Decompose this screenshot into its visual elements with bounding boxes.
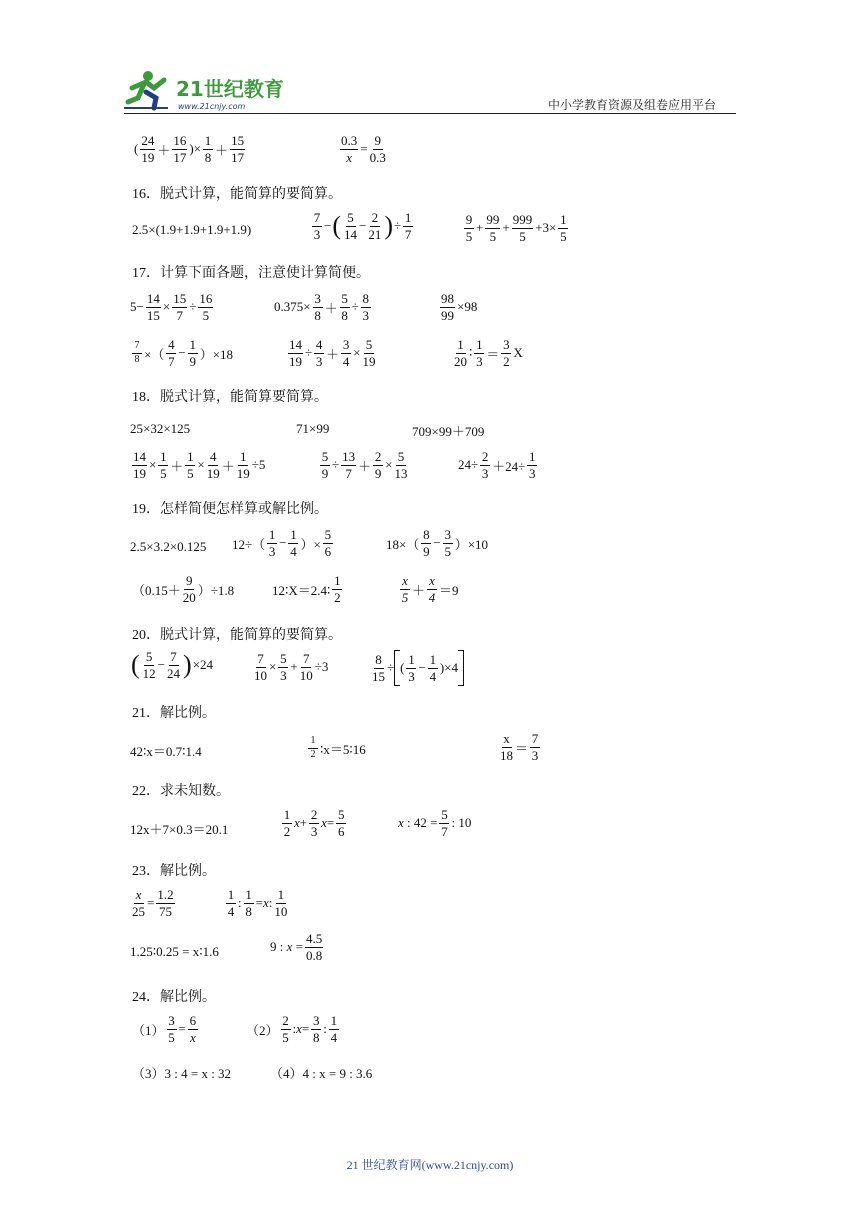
q18-item-b: 71×99 [296, 421, 330, 436]
q17-item-a: 5− $\frac{14}{15}$ × $\frac{15}{7}$ ÷ $\frac{16}{5}$ [130, 291, 213, 323]
q18-item-e: $\frac{5}{9}$ ÷ $\frac{13}{7}$ ＋ $\frac{2}{9}$ × $\frac{5}{13}$ [321, 449, 408, 481]
header-divider [124, 113, 736, 114]
q19-title: 19．怎样简便怎样算或解比例。 [132, 502, 328, 517]
q19-item-e: 12∶X＝2.4∶ $\frac{1}{2}$ [272, 573, 341, 605]
q24-item-2: （2） $\frac{2}{5}$ : x = $\frac{3}{8}$ : $\frac{1}{4}$ [246, 1013, 338, 1045]
q18-item-d: $\frac{14}{19}$ × $\frac{1}{5}$ ＋ $\frac{1}{5}$ × $\frac{4}{19}$ ＋ $\frac{1}{19}$ ÷5 [133, 449, 266, 481]
q21-item-c: $\frac{x}{18}$ ＝ $\frac{7}{3}$ [500, 731, 539, 763]
q17-item-d: $\frac{7}{8}$ ×（ $\frac{4}{7}$ − $\frac{1}{9}$ ）×18 [130, 338, 233, 368]
q16-title: 16．脱式计算，能简算的要简算。 [132, 187, 342, 202]
q17-item-b: 0.375× $\frac{3}{8}$ ＋ $\frac{5}{8}$ ÷ $\frac{8}{3}$ [274, 291, 369, 323]
q21-title: 21．解比例。 [132, 706, 216, 721]
q18-item-c: 709×99＋709 [412, 424, 485, 439]
q24-item-3: （3）3 : 4 = x : 32 [132, 1066, 232, 1081]
q17-title: 17．计算下面各题，注意使计算简便。 [132, 266, 370, 281]
q21-item-b: $\frac{1}{2}$ ∶x＝5∶16 [306, 736, 366, 760]
q22-item-c: x : 42 = $\frac{5}{7}$ : 10 [398, 807, 472, 839]
q21-item-a: 42∶x＝0.7∶1.4 [130, 744, 202, 759]
footer-link[interactable]: 21 世纪教育网(www.21cnjy.com) [346, 1158, 514, 1172]
q19-item-f: $\frac{x}{5}$ ＋ $\frac{x}{4}$ ＝9 [401, 573, 459, 605]
q17-item-f: $\frac{1}{20}$ ∶ $\frac{1}{3}$ ＝ $\frac{3}{2}$ X [454, 337, 523, 369]
q19-item-d: （0.15＋ $\frac{9}{20}$ ）÷1.8 [132, 573, 235, 605]
q15-expr-2: $\frac{0.3}{x}$ = $\frac{9}{0.3}$ [341, 133, 386, 165]
q23-item-a: $\frac{x}{25}$ = $\frac{1.2}{75}$ [132, 887, 174, 919]
q23-item-b: $\frac{1}{4}$ : $\frac{1}{8}$ = x : $\frac{1}{10}$ [227, 887, 288, 919]
q19-item-a: 2.5×3.2×0.125 [130, 539, 207, 554]
q24-item-4: （4）4 : x = 9 : 3.6 [270, 1066, 373, 1081]
q18-item-a: 25×32×125 [130, 421, 191, 436]
q16-item-b: $\frac{7}{3}$ − ( $\frac{5}{14}$ − $\frac{2}{21}$ ) ÷ $\frac{1}{7}$ [313, 210, 412, 242]
q16-item-c: $\frac{9}{5}$ + $\frac{99}{5}$ + $\frac{999}{5}$ +3× $\frac{1}{5}$ [465, 212, 567, 244]
header-platform-text: 中小学教育资源及组卷应用平台 [548, 98, 717, 112]
q20-item-c: $\frac{8}{15}$ ÷ ( $\frac{1}{3}$ − $\frac{1}{4}$ )×4 [370, 650, 464, 686]
brand-url: www.21cnjy.com [178, 102, 246, 111]
q22-title: 22．求未知数。 [132, 784, 230, 799]
q23-item-d: 9 : x = $\frac{4.5}{0.8}$ [270, 931, 323, 963]
q17-item-e: $\frac{14}{19}$ ÷ $\frac{4}{3}$ ＋ $\frac{3}{4}$ × $\frac{5}{19}$ [289, 337, 376, 369]
q18-title: 18．脱式计算，能简算要简算。 [132, 390, 328, 405]
q20-title: 20．脱式计算，能简算的要简算。 [132, 628, 342, 643]
q18-item-f: 24÷ $\frac{2}{3}$ ＋24÷ $\frac{1}{3}$ [458, 449, 536, 481]
q23-item-c: 1.25∶0.25 = x∶1.6 [130, 944, 219, 959]
q24-title: 24．解比例。 [132, 990, 216, 1005]
q20-item-a: ( $\frac{5}{12}$ − $\frac{7}{24}$ ) ×24 [131, 649, 214, 681]
q19-item-c: 18×（ $\frac{8}{9}$ − $\frac{3}{5}$ ）×10 [386, 527, 489, 559]
q19-item-b: 12÷（ $\frac{1}{3}$ − $\frac{1}{4}$ ）× $\frac{5}{6}$ [232, 527, 332, 559]
q16-item-a: 2.5×(1.9+1.9+1.9+1.9) [132, 222, 252, 237]
q15-expr-1: ( $\frac{24}{19}$ ＋ $\frac{16}{17}$ ) × $\frac{1}{8}$ ＋ $\frac{15}{17}$ [134, 133, 245, 165]
q24-item-1: （1） $\frac{3}{5}$ = $\frac{6}{x}$ [132, 1013, 197, 1045]
q23-title: 23．解比例。 [132, 864, 216, 879]
brand-text: 21世纪教育 [176, 77, 284, 101]
runner-logo-icon [124, 71, 168, 108]
q20-item-b: $\frac{7}{10}$ × $\frac{5}{3}$ + $\frac{7}{10}$ ÷3 [254, 651, 329, 683]
q17-item-c: $\frac{98}{99}$ ×98 [441, 291, 478, 323]
site-logo [124, 68, 286, 112]
q22-item-a: 12x＋7×0.3＝20.1 [130, 822, 229, 837]
q22-item-b: $\frac{1}{2}$ x + $\frac{2}{3}$ x = $\frac{5}{6}$ [283, 807, 345, 839]
